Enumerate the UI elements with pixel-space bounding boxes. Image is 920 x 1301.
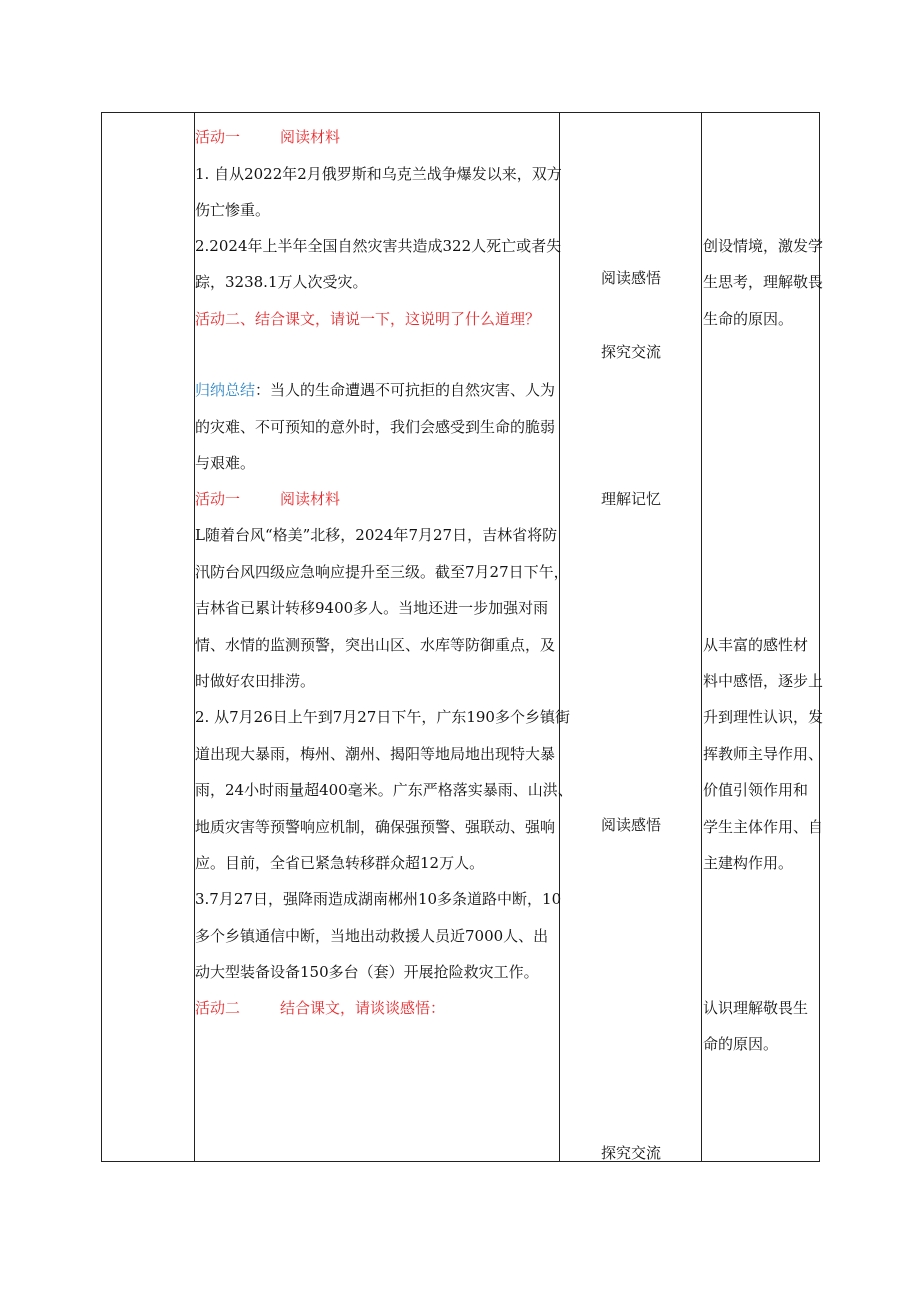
material-text: 应。目前，全省已紧急转移群众超12万人。 (195, 854, 485, 872)
material-text: 多个乡镇通信中断，当地出动救援人员近7000人、出 (195, 927, 549, 945)
intent-text: 生思考，理解敬畏 (703, 273, 824, 291)
material-text: 动大型装备设备150多台（套）开展抢险救灾工作。 (195, 963, 539, 981)
activity-label: 活动二 (195, 999, 241, 1017)
summary-paragraph (195, 380, 555, 400)
intent-text: 主建构作用。 (703, 854, 794, 872)
method-label: 理解记忆 (601, 490, 662, 508)
column-divider (559, 113, 560, 1161)
material-text: 伤亡惨重。 (195, 201, 271, 219)
intent-text: 认识理解敬畏生 (703, 999, 809, 1017)
material-text: 踪，3238.1万人次受灾。 (195, 273, 368, 291)
intent-text: 价值引领作用和 (703, 781, 809, 799)
material-text: 道出现大暴雨，梅州、潮州、揭阳等地局地出现特大暴 (195, 745, 556, 763)
intent-text: 升到理性认识，发 (703, 708, 824, 726)
intent-text: 料中感悟，逐步上 (703, 672, 824, 690)
intent-text: 从丰富的感性材 (703, 636, 809, 654)
activity-label: 活动一 (195, 490, 241, 508)
summary-label: 归纳总结 (195, 381, 256, 399)
method-label: 阅读感悟 (601, 816, 662, 834)
summary-text: 与艰难。 (195, 454, 256, 472)
intent-text: 学生主体作用、自 (703, 818, 824, 836)
material-text: 汛防台风四级应急响应提升至三级。截至7月27日下午， (195, 563, 569, 581)
column-divider (701, 113, 702, 1161)
summary-text: ：当人的生命遭遇不可抗拒的自然灾害、人为 (255, 381, 556, 399)
material-text: 3.7月27日，强降雨造成湖南郴州10多条道路中断，10 (195, 890, 562, 908)
intent-text: 命的原因。 (703, 1035, 779, 1053)
activity-one-heading (195, 127, 340, 147)
material-text: 雨，24小时雨量超400毫米。广东严格落实暴雨、山洪、 (195, 781, 573, 799)
summary-text: 的灾难、不可预知的意外时，我们会感受到生命的脆弱 (195, 418, 556, 436)
material-text: 1. 自从2022年2月俄罗斯和乌克兰战争爆发以来，双方 (195, 165, 562, 183)
activity-title: 结合课文，请谈谈感悟： (280, 999, 446, 1017)
activity-one-heading (195, 489, 340, 509)
material-text: L随着台风“格美”北移，2024年7月27日，吉林省将防 (195, 526, 558, 544)
activity-two-question: 活动二、结合课文，请说一下，这说明了什么道理？ (195, 310, 541, 328)
material-text: 情、水情的监测预警，突出山区、水库等防御重点，及 (195, 636, 556, 654)
intent-text: 生命的原因。 (703, 310, 794, 328)
method-label: 探究交流 (601, 1144, 662, 1162)
material-text: 时做好农田排涝。 (195, 672, 316, 690)
activity-title: 阅读材料 (280, 128, 341, 146)
material-text: 2.2024年上半年全国自然灾害共造成322人死亡或者失 (195, 237, 562, 255)
material-text: 2. 从7月26日上午到7月27日下午，广东190多个乡镇街 (195, 708, 570, 726)
method-label: 阅读感悟 (601, 269, 662, 287)
activity-label: 活动一 (195, 128, 241, 146)
material-text: 吉林省已累计转移9400多人。当地还进一步加强对雨 (195, 599, 549, 617)
activity-title: 阅读材料 (280, 490, 341, 508)
intent-text: 创设情境，激发学 (703, 237, 824, 255)
method-label: 探究交流 (601, 343, 662, 361)
material-text: 地质灾害等预警响应机制，确保强预警、强联动、强响 (195, 818, 556, 836)
intent-text: 挥教师主导作用、 (703, 745, 824, 763)
activity-two-heading (195, 998, 445, 1018)
